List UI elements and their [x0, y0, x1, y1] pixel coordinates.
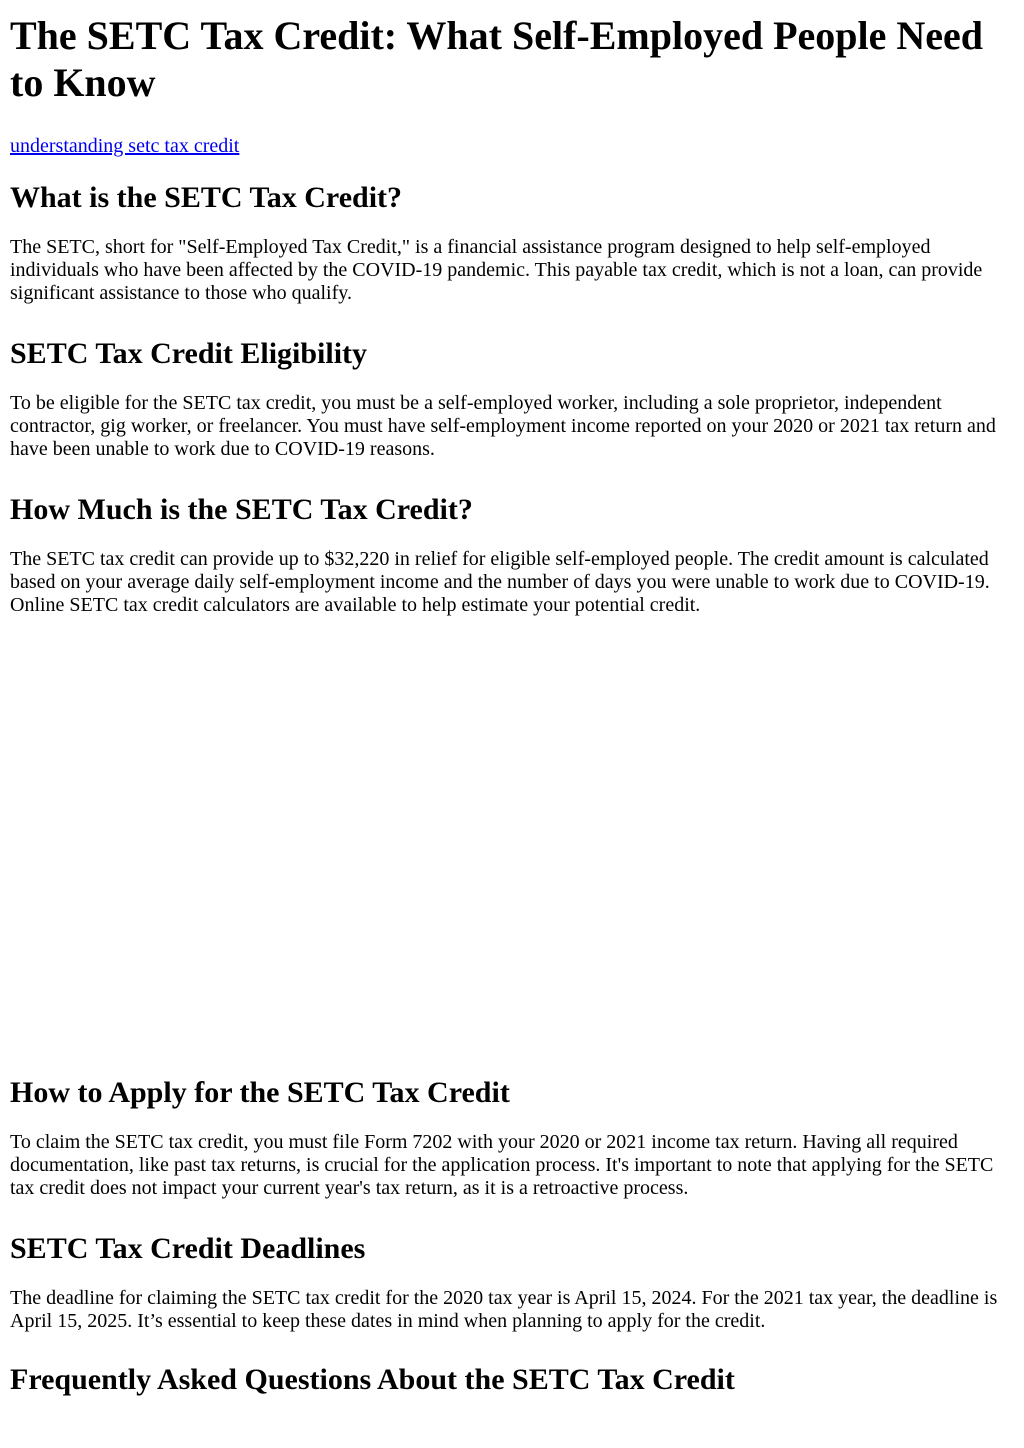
section-deadlines [10, 1231, 1016, 1333]
section-what-is [10, 180, 1016, 305]
section-heading: SETC Tax Credit Deadlines [10, 1232, 366, 1265]
section-eligibility [10, 336, 1016, 461]
tag-link[interactable]: understanding setc tax credit [10, 135, 240, 157]
section-heading: Frequently Asked Questions About the SETC Tax Credit [10, 1363, 735, 1396]
article-header [10, 12, 1016, 159]
section-how-much [10, 492, 1016, 617]
section-heading: What is the SETC Tax Credit? [10, 181, 403, 214]
page-title: The SETC Tax Credit: What Self-Employed People Need to Know [10, 13, 984, 105]
section-body: The deadline for claiming the SETC tax credit for the 2020 tax year is April 15, 2024. For the 2021 tax year, the deadline is April 15, 2025. It’s essential to keep these dates in mind when planning to apply for the credit. [10, 1287, 998, 1332]
blank-spacer [10, 640, 1016, 1050]
section-body: The SETC tax credit can provide up to $32,220 in relief for eligible self-employed people. The credit amount is calculated based on your average daily self-employment income and the number of days you were unable to work due to COVID-19. Online SETC tax credit calculators are available to help estimate your potential credit. [10, 548, 990, 616]
section-body: The SETC, short for "Self-Employed Tax Credit," is a financial assistance program designed to help self-employed individuals who have been affected by the COVID-19 pandemic. This payable tax credit, which is not a loan, can provide significant assistance to those who qualify. [10, 236, 983, 304]
section-heading: How Much is the SETC Tax Credit? [10, 493, 473, 526]
section-body: To claim the SETC tax credit, you must file Form 7202 with your 2020 or 2021 income tax return. Having all required documentation, like past tax returns, is crucial for the application process. It's important to note that applying for the SETC tax credit does not impact your current year's tax return, as it is a retroactive process. [10, 1131, 994, 1199]
section-faq [10, 1362, 1016, 1398]
section-heading: SETC Tax Credit Eligibility [10, 337, 368, 370]
section-how-to-apply [10, 1075, 1016, 1200]
section-heading: How to Apply for the SETC Tax Credit [10, 1076, 510, 1109]
section-body: To be eligible for the SETC tax credit, you must be a self-employed worker, including a sole proprietor, independent contractor, gig worker, or freelancer. You must have self-employment income reported on your 2020 or 2021 tax return and have been unable to work due to COVID-19 reasons. [10, 392, 996, 460]
